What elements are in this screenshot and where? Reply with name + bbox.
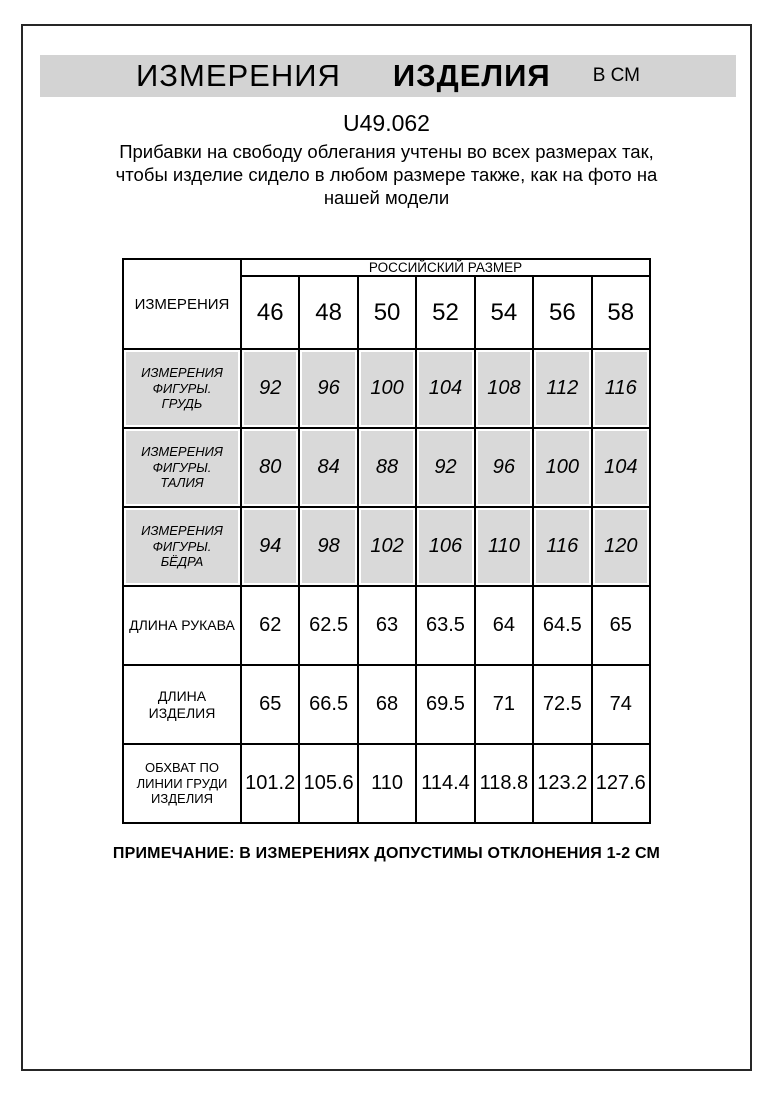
row-label: ИЗМЕРЕНИЯ ФИГУРЫ. ТАЛИЯ [123, 428, 241, 507]
cell-value: 74 [592, 665, 650, 744]
row-label: ИЗМЕРЕНИЯ ФИГУРЫ. ГРУДЬ [123, 349, 241, 428]
cell-value: 104 [416, 349, 474, 428]
table-row-figure-hips [123, 507, 650, 586]
cell-value: 101.2 [241, 744, 299, 823]
russian-size-group-header: РОССИЙСКИЙ РАЗМЕР [241, 259, 650, 276]
size-column-header-52: 52 [416, 276, 474, 349]
cell-value: 110 [358, 744, 416, 823]
title-units: В СМ [592, 65, 640, 86]
cell-value: 80 [241, 428, 299, 507]
cell-value: 94 [241, 507, 299, 586]
tolerance-note: ПРИМЕЧАНИЕ: В ИЗМЕРЕНИЯХ ДОПУСТИМЫ ОТКЛОНЕНИЯ 1-2 СМ [112, 845, 661, 862]
size-column-header-50: 50 [358, 276, 416, 349]
cell-value: 112 [533, 349, 591, 428]
row-label: ИЗМЕРЕНИЯ ФИГУРЫ. БЁДРА [123, 507, 241, 586]
fit-description-line-1: Прибавки на свободу облегания учтены во всех размерах так, [119, 141, 654, 162]
cell-value: 127.6 [592, 744, 650, 823]
cell-value: 92 [241, 349, 299, 428]
cell-value: 96 [475, 428, 533, 507]
cell-value: 65 [241, 665, 299, 744]
cell-value: 62 [241, 586, 299, 665]
cell-value: 96 [299, 349, 357, 428]
size-table [122, 258, 651, 824]
fit-description-line-2: чтобы изделие сидело в любом размере также, как на фото на [115, 164, 658, 185]
document-page [21, 24, 752, 1071]
title-word-measurements: ИЗМЕРЕНИЯ [136, 58, 341, 93]
cell-value: 108 [475, 349, 533, 428]
table-row-chest-girth-item [123, 744, 650, 823]
cell-value: 104 [592, 428, 650, 507]
table-corner-header [123, 259, 241, 349]
cell-value: 64.5 [533, 586, 591, 665]
cell-value: 114.4 [416, 744, 474, 823]
cell-value: 100 [533, 428, 591, 507]
cell-value: 98 [299, 507, 357, 586]
fit-description-line-3: нашей модели [323, 187, 450, 208]
size-column-header-54: 54 [475, 276, 533, 349]
cell-value: 123.2 [533, 744, 591, 823]
cell-value: 116 [533, 507, 591, 586]
cell-value: 105.6 [299, 744, 357, 823]
table-row-figure-waist [123, 428, 650, 507]
title-word-product: ИЗДЕЛИЯ [392, 58, 551, 93]
cell-value: 118.8 [475, 744, 533, 823]
size-column-header-56: 56 [533, 276, 591, 349]
cell-value: 64 [475, 586, 533, 665]
table-row-figure-chest [123, 349, 650, 428]
table-corner-header-label: ИЗМЕРЕНИЯ [134, 295, 230, 313]
size-column-header-48: 48 [299, 276, 357, 349]
cell-value: 120 [592, 507, 650, 586]
row-label: ОБХВАТ ПО ЛИНИИ ГРУДИ ИЗДЕЛИЯ [123, 744, 241, 823]
cell-value: 63.5 [416, 586, 474, 665]
cell-value: 84 [299, 428, 357, 507]
table-group-header-row [123, 259, 650, 276]
cell-value: 65 [592, 586, 650, 665]
table-row-sleeve-length [123, 586, 650, 665]
cell-value: 102 [358, 507, 416, 586]
cell-value: 63 [358, 586, 416, 665]
cell-value: 69.5 [416, 665, 474, 744]
fit-description [23, 140, 750, 209]
table-row-item-length [123, 665, 650, 744]
cell-value: 88 [358, 428, 416, 507]
row-label: ДЛИНА РУКАВА [123, 586, 241, 665]
cell-value: 92 [416, 428, 474, 507]
row-label: ДЛИНА ИЗДЕЛИЯ [123, 665, 241, 744]
title-bar [40, 55, 736, 97]
product-code: U49.062 [343, 110, 430, 136]
cell-value: 106 [416, 507, 474, 586]
cell-value: 110 [475, 507, 533, 586]
cell-value: 62.5 [299, 586, 357, 665]
size-column-header-46: 46 [241, 276, 299, 349]
cell-value: 100 [358, 349, 416, 428]
size-column-header-58: 58 [592, 276, 650, 349]
cell-value: 71 [475, 665, 533, 744]
cell-value: 72.5 [533, 665, 591, 744]
cell-value: 116 [592, 349, 650, 428]
cell-value: 68 [358, 665, 416, 744]
cell-value: 66.5 [299, 665, 357, 744]
